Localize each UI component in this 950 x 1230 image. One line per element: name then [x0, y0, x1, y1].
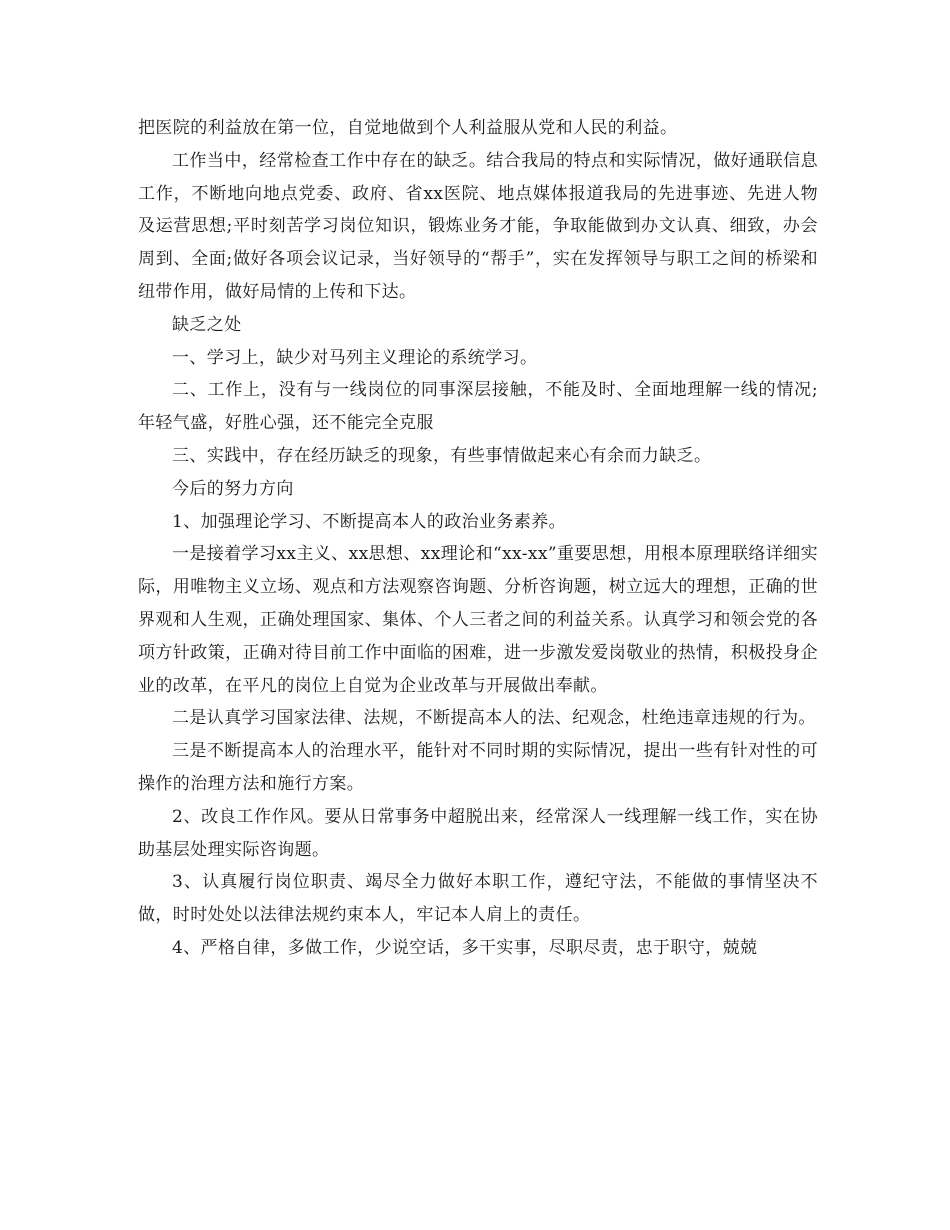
- paragraph: 一、学习上，缺少对马列主义理论的系统学习。: [172, 347, 538, 368]
- paragraph: 4、严格自律，多做工作，少说空话，多干实事，尽职尽责，忠于职守，兢兢: [172, 937, 758, 958]
- paragraph: 一是接着学习xx主义、xx思想、xx理论和“xx-xx”重要思想，用根本原理联络详细实际，用唯物主义立场、观点和方法观察咨询题、分析咨询题，树立远大的理想，正确的世界观和人生观，正确处理国家、集体、个人三者之间的利益关系。认真学习和领会党的各项方针政策，正确对待目前工作中面临的困难，进一步激发爱岗敬业的热情，积极投身企业的改革，在平凡的岗位上自觉为企业改革与开展做出奉献。: [138, 544, 818, 696]
- paragraph: 3、认真履行岗位职责、竭尽全力做好本职工作，遵纪守法，不能做的事情坚决不做，时时处处以法律法规约束本人，牢记本人肩上的责任。: [138, 872, 818, 926]
- paragraph: 三、实践中，存在经历缺乏的现象，有些事情做起来心有余而力缺乏。: [172, 445, 712, 466]
- document-body: [138, 112, 818, 965]
- paragraph: 二是认真学习国家法律、法规，不断提高本人的法、纪观念，杜绝违章违规的行为。: [172, 708, 816, 729]
- section-heading: 缺乏之处: [172, 314, 242, 335]
- section-heading: 今后的努力方向: [172, 478, 294, 499]
- paragraph: 1、加强理论学习、不断提高本人的政治业务素养。: [172, 511, 567, 532]
- paragraph: 三是不断提高本人的治理水平，能针对不同时期的实际情况，提出一些有针对性的可操作的治理方法和施行方案。: [138, 741, 818, 794]
- paragraph: 2、改良工作作风。要从日常事务中超脱出来，经常深人一线理解一线工作，实在协助基层处理实际咨询题。: [138, 806, 818, 860]
- paragraph: 工作当中，经常检查工作中存在的缺乏。结合我局的特点和实际情况，做好通联信息工作，不断地向地点党委、政府、省xx医院、地点媒体报道我局的先进事迹、先进人物及运营思想;平时刻苦学习岗位知识，锻炼业务才能，争取能做到办文认真、细致，办会周到、全面;做好各项会议记录，当好领导的“帮手”，实在发挥领导与职工之间的桥梁和纽带作用，做好局情的上传和下达。: [138, 150, 818, 302]
- paragraph: 二、工作上，没有与一线岗位的同事深层接触，不能及时、全面地理解一线的情况;年轻气盛，好胜心强，还不能完全克服: [138, 380, 818, 434]
- paragraph: 把医院的利益放在第一位，自觉地做到个人利益服从党和人民的利益。: [138, 118, 678, 138]
